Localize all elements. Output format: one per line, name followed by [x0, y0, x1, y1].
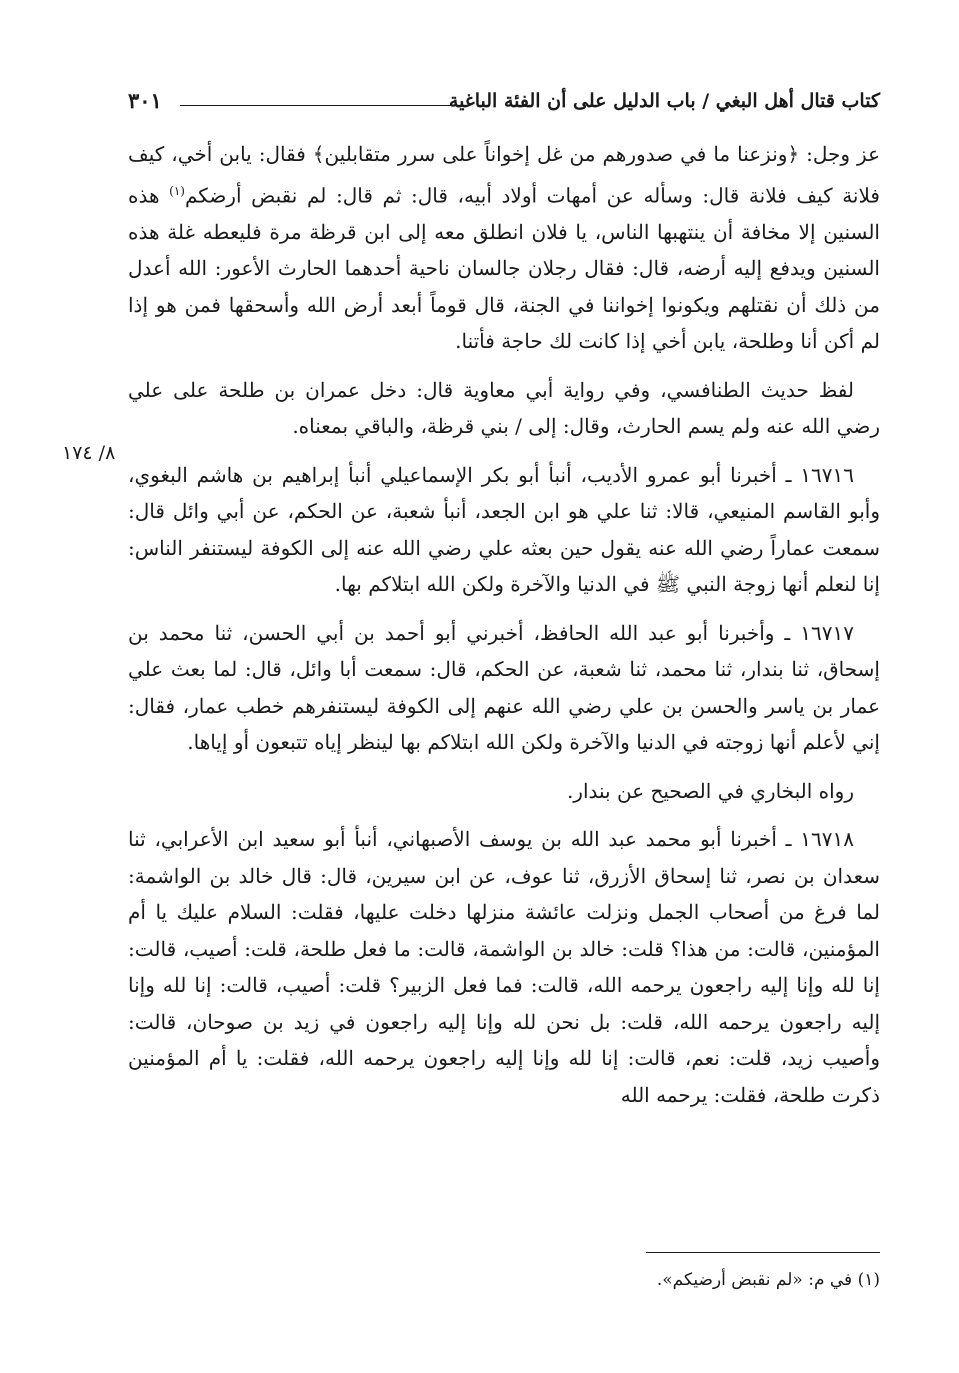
footnote-rule	[646, 1252, 880, 1253]
hadith-16718: ١٦٧١٨ ـ أخبرنا أبو محمد عبد الله بن يوسف الأصبهاني، أنبأ أبو سعيد ابن الأعرابي، ثنا سعدان بن نصر، ثنا إسحاق الأزرق، ثنا عوف، عن ابن سيرين، قال: قال خالد بن الواشمة: لما فرغ من أصحاب الجمل ونزلت عائشة منزلها دخلت عليها، فقلت: السلام عليك يا أم المؤمنين، قالت: من هذا؟ قلت: خالد بن الواشمة، قالت: ما فعل طلحة، قلت: أصيب، قالت: إنا لله وإنا إليه راجعون يرحمه الله، قالت: فما فعل الزبير؟ قلت: أصيب، قالت: إنا لله وإنا إليه راجعون يرحمه الله، قلت: بل نحن لله وإنا إليه راجعون في زيد بن صوحان، قالت: وأصيب زيد، قلت: نعم، قالت: إنا لله وإنا إليه راجعون يرحمه الله، فقلت: يا أم المؤمنين ذكرت طلحة، فقلت: يرحمه الله	[128, 827, 880, 1107]
header-title: كتاب قتال أهل البغي / باب الدليل على أن الفئة الباغية	[448, 90, 880, 112]
margin-page-reference: ٨/ ١٧٤	[62, 442, 116, 464]
hadith-16717: ١٦٧١٧ ـ وأخبرنا أبو عبد الله الحافظ، أخبرني أبو أحمد بن أبي الحسن، ثنا محمد بن إسحاق، ثنا بندار، ثنا محمد، ثنا شعبة، عن الحكم، قال: سمعت أبا وائل، قال: لما بعث علي عمار بن ياسر والحسن بن علي رضي الله عنهم إلى الكوفة ليستنفرهم خطب عمار، فقال: إني لأعلم أنها زوجته في الدنيا والآخرة ولكن الله ابتلاكم بها لينظر إياه تتبعون أو إياها.	[128, 620, 880, 755]
paragraph-text: هذه السنين إلا مخافة أن ينتهبها الناس، يا فلان انطلق معه إلى ابن قرظة مرة فليعطه غلة هذه السنين ويدفع إليه أرضه، قال: فقال رجلان جالسان ناحية أحدهما الحارث الأعور: الله أعدل من ذلك أن نقتلهم ويكونوا إخواننا في الجنة، قال قوماً أبعد أرض الله وأسحقها فمن هو إذا لم أكن أنا وطلحة، يابن أخي إذا كانت لك حاجة فأتنا.	[128, 183, 880, 354]
main-text	[128, 136, 880, 1113]
paragraph-2: لفظ حديث الطنافسي، وفي رواية أبي معاوية قال: دخل عمران بن طلحة على علي رضي الله عنه ولم يسم الحارث، وقال: إلى / بني قرظة، والباقي بمعناه.	[128, 377, 880, 439]
page-number: ٣٠١	[128, 88, 162, 113]
paragraph-1	[128, 136, 880, 360]
paragraph-text: عز وجل: ﴿ونزعنا ما في صدورهم من غل إخواناً على سرر متقابلين﴾ فقال: يابن أخي، كيف فلانة كيف فلانة قال: وسأله عن أمهات أولاد أبيه، قال: ثم قال: لم نقبض أرضكم	[128, 142, 880, 208]
paragraph-bukhari: رواه البخاري في الصحيح عن بندار.	[566, 778, 854, 803]
header-rule	[180, 105, 468, 106]
footnote: (١) في م: «لم نقبض أرضيكم».	[656, 1270, 880, 1290]
hadith-16716: ١٦٧١٦ ـ أخبرنا أبو عمرو الأديب، أنبأ أبو بكر الإسماعيلي أنبأ إبراهيم بن هاشم البغوي، وأبو القاسم المنيعي، قالا: ثنا علي هو ابن الجعد، أنبأ شعبة، عن الحكم، عن أبي وائل قال: سمعت عماراً رضي الله عنه يقول حين بعثه علي رضي الله عنه إلى الكوفة ليستنفر الناس: إنا لنعلم أنها زوجة النبي ﷺ في الدنيا والآخرة ولكن الله ابتلاكم بها.	[128, 462, 880, 597]
running-header	[128, 86, 880, 116]
footnote-marker: (١)	[169, 183, 185, 198]
